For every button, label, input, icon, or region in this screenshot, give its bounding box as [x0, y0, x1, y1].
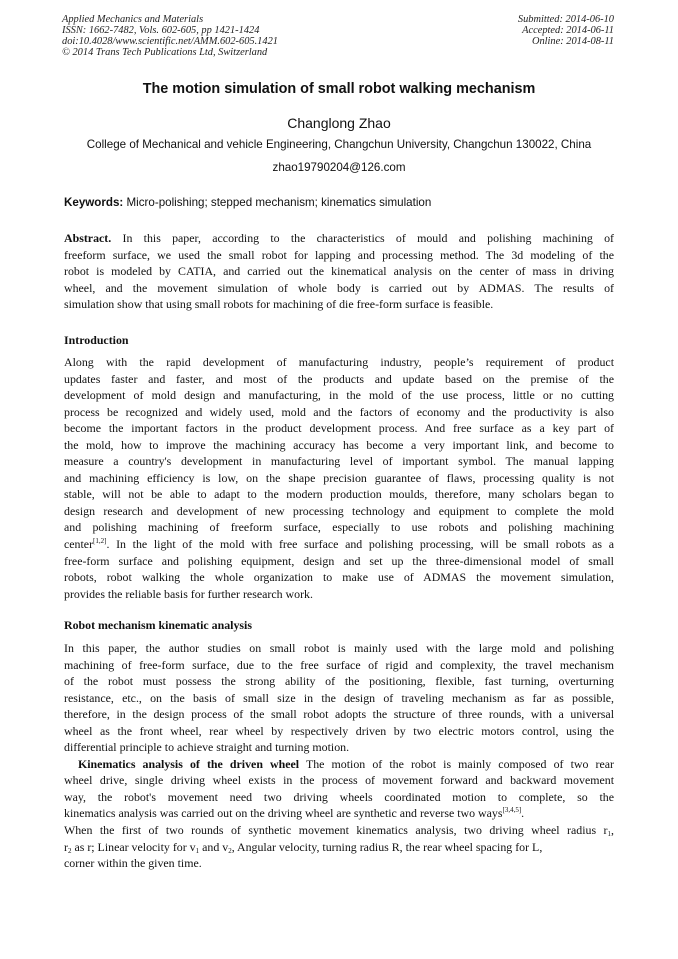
author-email: zhao19790204@126.com	[272, 161, 406, 174]
mechanism-heading: Robot mechanism kinematic analysis	[64, 618, 252, 632]
text-line: way, the robot's movement need two driving wheels coordinated motion to complete, so the	[64, 789, 614, 804]
text-line: differential principle to achieve straight and turning motion.	[64, 740, 350, 755]
text-line: therefore, in the design process of the small robot adopts the structure of three rounds, with a universal	[64, 707, 614, 722]
submission-dates	[518, 14, 614, 47]
abstract-line: wheel, and the movement simulation of whole body is carried out by ADMAS. The results of	[64, 280, 614, 295]
introduction-text	[64, 354, 614, 602]
text-line: corner within the given time.	[64, 856, 202, 871]
issn-line: ISSN: 1662-7482, Vols. 602-605, pp 1421-1424	[62, 25, 260, 37]
paper-title: The motion simulation of small robot walking mechanism	[142, 81, 536, 97]
citation: [3,4,5]	[502, 806, 522, 815]
journal-name: Applied Mechanics and Materials	[62, 14, 204, 25]
text-line: In this paper, the author studies on small robot is mainly used with the large mold and polishing	[64, 641, 614, 655]
text-line: provides the reliable basis for further research work.	[64, 586, 313, 601]
accepted-date: Accepted: 2014-06-11	[522, 25, 614, 37]
text-line: resistance, etc., on the basis of small size in the design of traveling mechanism as far as possible,	[64, 690, 614, 705]
text-line: measure a country's development in manufacturing level of important symbol. The manual lapping	[64, 454, 614, 469]
subsection-heading: Kinematics analysis of the driven wheel	[78, 756, 300, 771]
text-line: $r_2$ as r; Linear velocity for $v_1$ and $v_2$, Angular velocity, turning radius R, the rear wheel spacing for L,	[64, 839, 543, 855]
text-line: When the first of two rounds of synthetic movement kinematics analysis, two driving wheel radius $r_1$,	[64, 823, 614, 839]
text-line: and machining efficiency is low, on the shape precision guarantee of flaws, processing quality is not	[64, 470, 614, 485]
text-line: stable, will not be able to adapt to the modern production moulds, therefore, many scholars began to	[64, 487, 614, 502]
text-line: updates faster and faster, and most of the products and update based on the premise of the	[64, 371, 614, 386]
text-line: development of mold design and manufacturing, in the mold of the use process, little or no cutting	[64, 388, 614, 403]
doi-line: doi:10.4028/www.scientific.net/AMM.602-605.1421	[62, 36, 278, 48]
keywords	[64, 196, 431, 209]
text-line: become the important factors in the product development process. And free surface as a key part of	[64, 421, 614, 436]
abstract-label: Abstract.	[64, 231, 112, 245]
abstract-line: Abstract. In this paper, according to the characteristics of mould and polishing machining of	[64, 231, 614, 245]
text-line: and polishing machining of freeform surface, especially to use robots and polishing machining	[64, 520, 614, 535]
text-line: the mold, how to improve the machining accuracy has become a very important link, and become to	[64, 437, 614, 452]
text-line: Kinematics analysis of the driven wheel The motion of the robot is mainly composed of two rear	[78, 756, 615, 771]
text-line: wheel drive, single driving wheel exists in the process of movement forward and backward movement	[64, 773, 614, 788]
abstract-line: robot is modeled by CATIA, and carried out the kinematical analysis on the center of mass in driving	[64, 264, 614, 279]
mechanism-text	[64, 640, 614, 872]
introduction-heading: Introduction	[64, 333, 129, 347]
text-line: process be recognized and widely used, mold and the factors of economy and the productivity is also	[64, 404, 614, 419]
text-line: wheel as the front wheel, rear wheel by respectively driven by two electric motors control, using the	[64, 723, 614, 738]
text-line: design research and development of new processing technology and equipment to complete the mold	[64, 503, 614, 518]
journal-info	[62, 14, 278, 58]
abstract-line: freeform surface, we used the small robot for lapping and processing method. The 3d modeling of the	[64, 247, 614, 262]
text-line: machining of free-form surface, due to the free surface of rigid and complexity, the travel mechanism	[64, 657, 614, 672]
text-line: free-form surface and polishing equipment, design and set up the three-dimensional model of small	[64, 553, 614, 568]
keywords-label: Keywords:	[64, 196, 124, 209]
text-line: kinematics analysis was carried out on the driving wheel are synthetic and reverse two ways[3,4,5].	[64, 806, 525, 821]
text-line: robots, robot walking the whole organization to make use of ADMAS the movement simulation,	[64, 570, 614, 585]
keywords-text: Micro-polishing; stepped mechanism; kinematics simulation	[123, 196, 432, 209]
citation: [1,2]	[93, 537, 107, 546]
abstract	[64, 230, 614, 313]
text-line: Along with the rapid development of manufacturing industry, people’s requirement of product	[64, 355, 614, 369]
copyright-line: © 2014 Trans Tech Publications Ltd, Switzerland	[62, 47, 268, 59]
author-affiliation: College of Mechanical and vehicle Engineering, Changchun University, Changchun 130022, China	[86, 138, 592, 151]
submitted-date: Submitted: 2014-06-10	[517, 14, 614, 25]
abstract-line: simulation show that using small robots for machining of die free-form surface is feasible.	[64, 297, 494, 312]
text-line: center[1,2]. In the light of the mold with free surface and polishing processing, will be small robots as a	[64, 537, 614, 552]
text-line: of the robot must possess the strong ability of the positioning, flexible, fast turning, overturning	[64, 674, 614, 689]
online-date: Online: 2014-08-11	[531, 36, 614, 48]
author-name: Changlong Zhao	[287, 115, 391, 131]
